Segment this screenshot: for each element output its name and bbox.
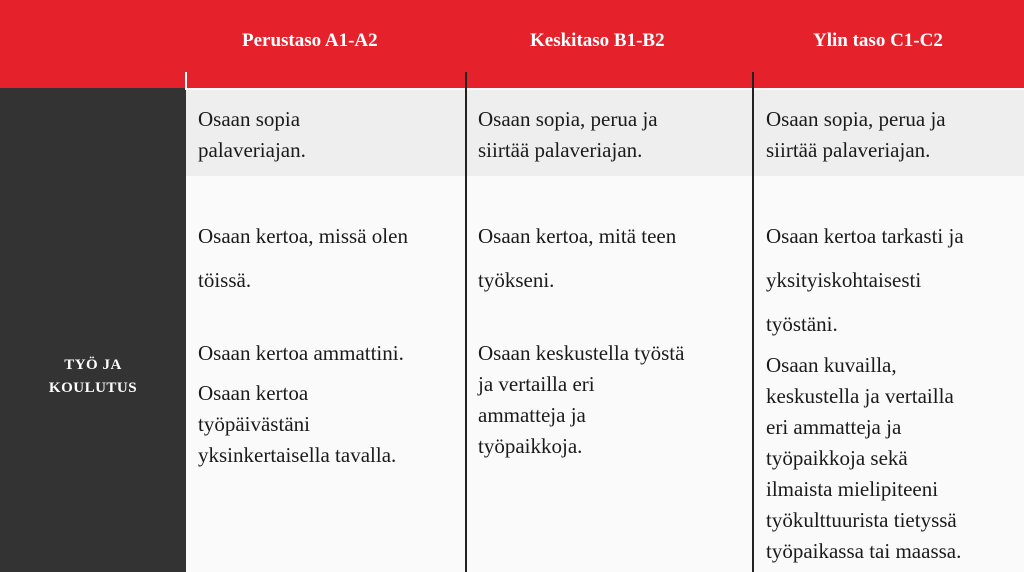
cell-line: yksinkertaisella tavalla. (198, 443, 397, 467)
column-divider (465, 72, 467, 572)
column-header-intermediate: Keskitaso B1-B2 (530, 30, 665, 51)
cell-line: Osaan keskustella työstä (478, 341, 685, 365)
category-sidebar (0, 88, 186, 572)
cell-line: Osaan sopia (198, 107, 301, 131)
cell-line: siirtää palaveriajan. (766, 138, 931, 162)
cell-line: työkulttuurista tietyssä (766, 508, 957, 532)
cell-line: työkseni. (478, 268, 555, 292)
cell-line: Osaan kertoa (198, 381, 309, 405)
column-divider (752, 72, 754, 572)
cell-line: Osaan kertoa tarkasti ja (766, 224, 964, 248)
cell-intermediate-discuss (478, 338, 684, 462)
cell-line: siirtää palaveriajan. (478, 138, 643, 162)
cell-line: työpaikkoja. (478, 434, 583, 458)
cell-line: työstäni. (766, 312, 838, 336)
cell-line: Osaan kertoa, mitä teen (478, 224, 677, 248)
cell-basic-workplace (198, 214, 408, 302)
cell-line: ammatteja ja (478, 403, 586, 427)
cell-intermediate-meeting (478, 104, 658, 166)
cell-line: työpäivästäni (198, 412, 310, 436)
cell-advanced-meeting (766, 104, 946, 166)
cell-line: eri ammatteja ja (766, 415, 902, 439)
cell-line: keskustella ja vertailla (766, 384, 954, 408)
cell-intermediate-job (478, 214, 676, 302)
category-label (0, 354, 186, 400)
cell-line: Osaan kuvailla, (766, 353, 897, 377)
cell-line: ja vertailla eri (478, 372, 595, 396)
column-header-advanced: Ylin taso C1-C2 (813, 30, 943, 51)
column-header-basic: Perustaso A1-A2 (242, 30, 378, 51)
cell-basic-meeting (198, 104, 306, 166)
cell-line: töissä. (198, 268, 252, 292)
cell-line: Osaan sopia, perua ja (766, 107, 946, 131)
table-header (0, 0, 1024, 88)
cell-advanced-culture (766, 350, 961, 567)
cell-line: Osaan kertoa, missä olen (198, 224, 408, 248)
cell-line: työpaikassa tai maassa. (766, 539, 962, 563)
cell-basic-profession (198, 338, 404, 369)
cell-advanced-detail (766, 214, 964, 346)
cell-line: Osaan sopia, perua ja (478, 107, 658, 131)
cell-line: ilmaista mielipiteeni (766, 477, 939, 501)
cell-line: yksityiskohtaisesti (766, 268, 922, 292)
cell-line: palaveriajan. (198, 138, 306, 162)
cell-basic-workday (198, 378, 396, 471)
cell-line: työpaikkoja sekä (766, 446, 908, 470)
cell-line: Osaan kertoa ammattini. (198, 341, 404, 365)
category-label-line: KOULUTUS (48, 380, 138, 396)
category-label-line: TYÖ JA (64, 357, 122, 373)
header-divider (185, 72, 187, 90)
